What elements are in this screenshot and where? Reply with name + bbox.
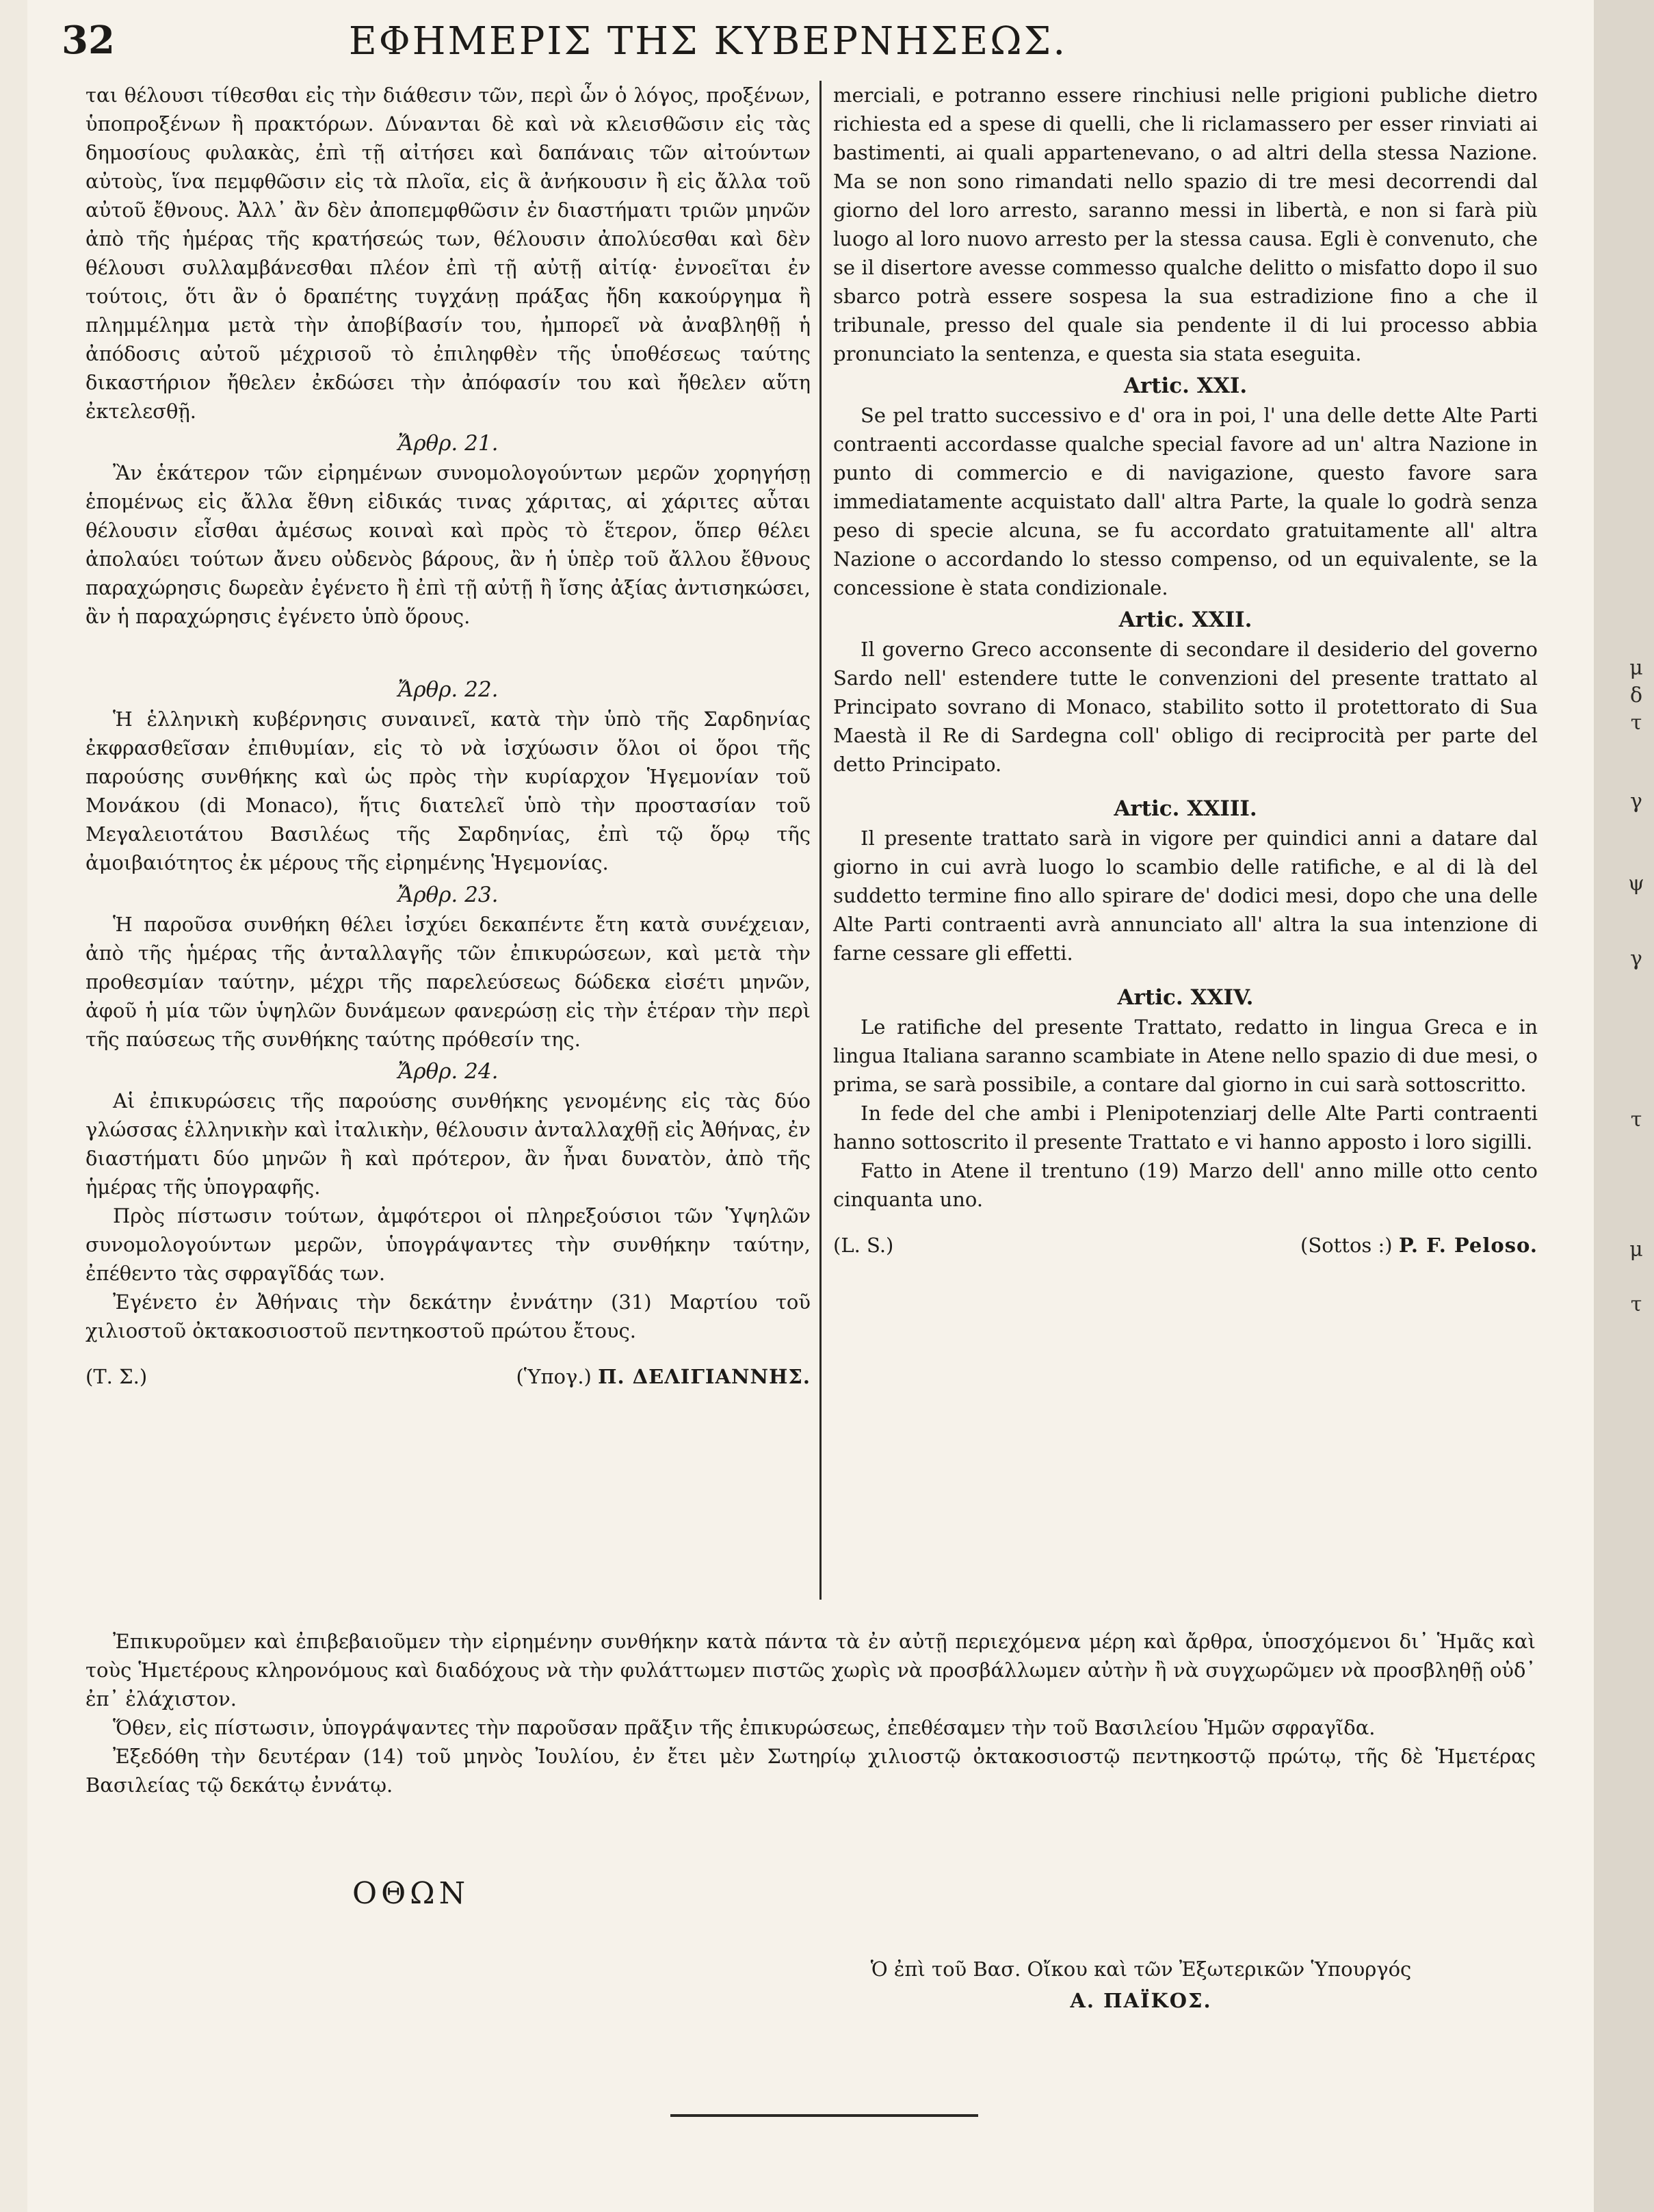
- adjacent-page-fragment: ψ: [1628, 872, 1644, 896]
- greek-article-22-text: Ἡ ἑλληνικὴ κυβέρνησις συναινεῖ, κατὰ τὴν ὑπὸ τῆς Σαρδηνίας ἐκφρασθεῖσαν ἐπιθυμίαν, εἰς τὸ νὰ ἰσχύωσιν ὅλοι οἱ ὅροι τῆς παρούσης συνθήκης καὶ ὡς πρὸς τὴν κυρίαρχον Ἡγεμονίαν τοῦ Μονάκου (di Monaco), ἥτις διατελεῖ ὑπὸ τὴν προστασίαν τοῦ Μεγαλειοτάτου Βασιλέως τῆς Σαρδηνίας, ἐπὶ τῷ ὅρῳ τῆς ἀμοιβαιότητος ἐκ μέρους τῆς εἰρημένης Ἡγεμονίας.: [86, 707, 811, 874]
- greek-signature-row: [86, 1362, 811, 1392]
- greek-article-24-text: Αἱ ἐπικυρώσεις τῆς παρούσης συνθήκης γενομένης εἰς τὰς δύο γλώσσας ἑλληνικὴν καὶ ἰταλικὴν, θέλουσιν ἀνταλλαχθῇ εἰς Ἀθήνας, ἐν διαστήματι δύο μηνῶν ἢ καὶ πρότερον, ἂν ἦναι δυνατὸν, ἀπὸ τῆς ἡμέρας τῆς ὑπογραφῆς.: [86, 1089, 811, 1199]
- greek-seal-mark: (Τ. Σ.): [86, 1365, 148, 1388]
- italian-article-24-heading: Artic. XXIV.: [1117, 985, 1254, 1010]
- italian-article-23-text: Il presente trattato sarà in vigore per quindici anni a datare dal giorno in cui avrà luogo lo scambio delle ratifiche, e al di là del suddetto termine fino allo spirare de' dodici mesi, dopo che una delle Alte Parti contraenti avrà annunciato all' altra la sua intenzione di farne cessare gli effetti.: [833, 827, 1538, 965]
- adjacent-page-fragment: δ: [1629, 684, 1643, 707]
- italian-article-22-text: Il governo Greco acconsente di secondare il desiderio del governo Sardo nell' estendere tutte le convenzioni del presente trattato al Principato sovrano di Monaco, stabilito sotto il protettorato di Sua Maestà il Re di Sardegna coll' obligo di reciprocità per parte del detto Principato.: [833, 638, 1538, 776]
- greek-article-24-heading: Ἄρθρ. 24.: [397, 1059, 499, 1084]
- adjacent-page-fragment: τ: [1630, 1108, 1642, 1132]
- italian-article-21-heading: Artic. XXI.: [1123, 374, 1248, 398]
- adjacent-page-fragment: μ: [1629, 1238, 1643, 1262]
- italian-attestation-text: In fede del che ambi i Plenipotenziarj delle Alte Parti contraenti hanno sottoscrito il presente Trattato e vi hanno apposto i loro sigilli.: [833, 1102, 1538, 1154]
- ratification-text: Ἐπικυροῦμεν καὶ ἐπιβεβαιοῦμεν τὴν εἰρημένην συνθήκην κατὰ πάντα τὰ ἐν αὐτῇ περιεχόμενα μέρη καὶ ἄρθρα, ὑποσχόμενοι δι᾽ Ἡμᾶς καὶ τοὺς Ἡμετέρους κληρονόμους καὶ διαδόχους νὰ τὴν φυλάττωμεν πιστῶς χωρὶς νὰ προσβάλλωμεν αὐτὴν ἢ νὰ συγχωρῶμεν νὰ προσβληθῇ οὐδ᾽ ἐπ᾽ ἐλάχιστον.: [86, 1630, 1536, 1710]
- adjacent-page-fragment: μ: [1629, 656, 1643, 680]
- greek-signer-name: Π. ΔΕΛΙΓΙΑΝΝΗΣ.: [598, 1365, 811, 1388]
- running-head: ΕΦΗΜΕΡΙΣ ΤΗΣ ΚΥΒΕΡΝΗΣΕΩΣ.: [348, 19, 1068, 64]
- adjacent-page-fragment: γ: [1630, 947, 1642, 971]
- italian-signature-row: [833, 1230, 1538, 1260]
- italian-article-22-heading: Artic. XXII.: [1118, 608, 1252, 632]
- greek-date-text: Ἐγένετο ἐν Ἀθήναις τὴν δεκάτην ἐννάτην (31) Μαρτίου τοῦ χιλιοστοῦ ὀκτακοσιοστοῦ πεντηκοστοῦ πρώτου ἔτους.: [86, 1290, 811, 1342]
- ratification-seal-text: Ὅθεν, εἰς πίστωσιν, ὑπογράψαντες τὴν παροῦσαν πρᾶξιν τῆς ἐπικυρώσεως, ἐπεθέσαμεν τὴν τοῦ Βασιλείου Ἡμῶν σφραγῖδα.: [113, 1716, 1376, 1739]
- greek-attestation-text: Πρὸς πίστωσιν τούτων, ἀμφότεροι οἱ πληρεξούσιοι τῶν Ὑψηλῶν συνομολογούντων μερῶν, ὑπογράψαντες τὴν συνθήκην ταύτην, ἐπέθεντο τὰς σφραγῖδάς των.: [86, 1204, 811, 1285]
- king-signature: ΟΘΩΝ: [352, 1876, 470, 1911]
- adjacent-page-fragment: γ: [1630, 790, 1642, 814]
- greek-article-20-continuation: ται θέλουσι τίθεσθαι εἰς τὴν διάθεσιν τῶν, περὶ ὧν ὁ λόγος, προξένων, ὑποπροξένων ἢ πρακτόρων. Δύνανται δὲ καὶ νὰ κλεισθῶσιν εἰς τὰς δημοσίους φυλακὰς, ἐπὶ τῇ αἰτήσει καὶ δαπάναις τῶν αἰτούντων αὐτοὺς, ἵνα πεμφθῶσιν εἰς τὰ πλοῖα, εἰς ἃ ἀνήκουσιν ἢ εἰς ἄλλα τοῦ αὐτοῦ ἔθνους. Ἀλλ᾽ ἂν δὲν ἀποπεμφθῶσιν ἐν διαστήματι τριῶν μηνῶν ἀπὸ τῆς ἡμέρας τῆς κρατήσεώς των, θέλουσιν ἀπολύεσθαι καὶ δὲν θέλουσι συλλαμβάνεσθαι πλέον ἐπὶ τῇ αὐτῇ αἰτίᾳ· ἐννοεῖται ἐν τούτοις, ὅτι ἂν ὁ δραπέτης τυγχάνῃ πράξας ἤδη κακούργημα ἢ πλημμέλημα μετὰ τὴν ἀποβίβασίν του, ἠμπορεῖ νὰ ἀναβληθῇ ἡ ἀπόδοσις αὐτοῦ μέχρισοῦ τὸ ἐπιληφθὲν τῆς ὑποθέσεως ταύτης δικαστήριον ἤθελεν ἐκδώσει τὴν ἀπόφασίν του καὶ ἤθελεν αὕτη ἐκτελεσθῇ.: [86, 83, 811, 423]
- italian-article-20-continuation: merciali, e potranno essere rinchiusi nelle prigioni publiche dietro richiesta ed a spese di quelli, che li riclamassero per esser rinviati ai bastimenti, ai quali appartenevano, o ad altri della stessa Nazione. Ma se non sono rimandati nello spazio di tre mesi decorrendi dal giorno del loro arresto, saranno messi in libertà, e non si farà più luogo al loro nuovo arresto per la stessa causa. Egli è convenuto, che se il disertore avesse commesso qualche delitto o misfatto dopo il suo sbarco potrà essere sospesa la sua estradizione fino a che il tribunale, presso del quale sia pendente il di lui processo abbia pronunciato la sentenza, e questa sia stata eseguita.: [833, 83, 1538, 365]
- ratification-date-text: Ἐξεδόθη τὴν δευτέραν (14) τοῦ μηνὸς Ἰουλίου, ἐν ἔτει μὲν Σωτηρίῳ χιλιοστῷ ὀκτακοσιοστῷ πεντηκοστῷ πρώτῳ, τῆς δὲ Ἡμετέρας Βασιλείας τῷ δεκάτῳ ἐννάτῳ.: [86, 1745, 1536, 1797]
- adjacent-page-fragment: τ: [1630, 1292, 1642, 1316]
- ratification-block: [86, 1627, 1536, 1799]
- page-number: 32: [62, 18, 115, 63]
- italian-signed-label: (Sottos :): [1300, 1234, 1393, 1257]
- italian-article-24-text: Le ratifiche del presente Trattato, redatto in lingua Greca e in lingua Italiana saranno scambiate in Atene nello spazio di due mesi, o prima, se sarà possibile, a contare dal giorno in cui sarà sottoscritto.: [833, 1015, 1538, 1096]
- minister-countersignature: [833, 1953, 1449, 2016]
- italian-signer-name: P. F. Peloso.: [1398, 1234, 1538, 1257]
- greek-article-21-text: Ἂν ἑκάτερον τῶν εἰρημένων συνομολογούντων μερῶν χορηγήσῃ ἑπομένως εἰς ἄλλα ἔθνη εἰδικάς τινας χάριτας, αἱ χάριτες αὗται θέλουσιν εἶσθαι ἀμέσως κοιναὶ καὶ πρὸς τὸ ἕτερον, ὅπερ θέλει ἀπολαύει τούτων ἄνευ οὐδενὸς βάρους, ἂν ἡ ὑπὲρ τοῦ ἄλλου ἔθνους παραχώρησις δωρεὰν ἐγένετο ἢ ἐπὶ τῇ αὐτῇ ἢ ἴσης ἀξίας ἀντισηκώσει, ἂν ἡ παραχώρησις ἐγένετο ὑπὸ ὅρους.: [86, 461, 811, 628]
- column-divider: [819, 81, 822, 1600]
- minister-title: Ὁ ἐπὶ τοῦ Βασ. Οἴκου καὶ τῶν Ἐξωτερικῶν Ὑπουργός: [870, 1957, 1412, 1981]
- italian-article-21-text: Se pel tratto successivo e d' ora in poi, l' una delle dette Alte Parti contraenti accordasse qualche special favore ad un' altra Nazione in punto di commercio e di navigazione, questo favore sara immediatamente acquistato dall' altra Parte, la quale lo godrà senza peso di specie alcuna, se fu accordato gratuitamente all' altra Nazione o accordando lo stesso compenso, od un equivalente, se la concessione è stata condizionale.: [833, 404, 1538, 599]
- minister-name: Α. ΠΑΪΚΟΣ.: [1070, 1989, 1212, 2012]
- greek-column: [86, 81, 811, 1593]
- greek-signed-label: (Ὑπογ.): [516, 1365, 592, 1388]
- adjacent-page-edge: [1594, 0, 1654, 2212]
- italian-column: [833, 81, 1538, 1593]
- italian-article-23-heading: Artic. XXIII.: [1114, 796, 1257, 821]
- closing-rule: [670, 2114, 978, 2117]
- greek-article-23-text: Ἡ παροῦσα συνθήκη θέλει ἰσχύει δεκαπέντε ἔτη κατὰ συνέχειαν, ἀπὸ τῆς ἡμέρας τῆς ἀνταλλαγῆς τῶν ἐπικυρώσεων, καὶ μετὰ τὴν προθεσμίαν ταύτην, μέχρι τῆς παρελεύσεως δώδεκα εἰσέτι μηνῶν, ἀφοῦ ἡ μία τῶν ὑψηλῶν δυνάμεων φανερώσῃ εἰς τὴν ἑτέραν τὴν περὶ τῆς παύσεως τῆς συνθήκης ταύτης πρόθεσίν της.: [86, 913, 811, 1051]
- greek-article-21-heading: Ἄρθρ. 21.: [397, 431, 499, 456]
- italian-date-text: Fatto in Atene il trentuno (19) Marzo dell' anno mille otto cento cinquanta uno.: [833, 1159, 1538, 1211]
- italian-seal-mark: (L. S.): [833, 1234, 894, 1257]
- greek-article-22-heading: Ἄρθρ. 22.: [397, 677, 499, 702]
- greek-article-23-heading: Ἄρθρ. 23.: [397, 883, 499, 907]
- adjacent-page-fragment: τ: [1630, 711, 1642, 735]
